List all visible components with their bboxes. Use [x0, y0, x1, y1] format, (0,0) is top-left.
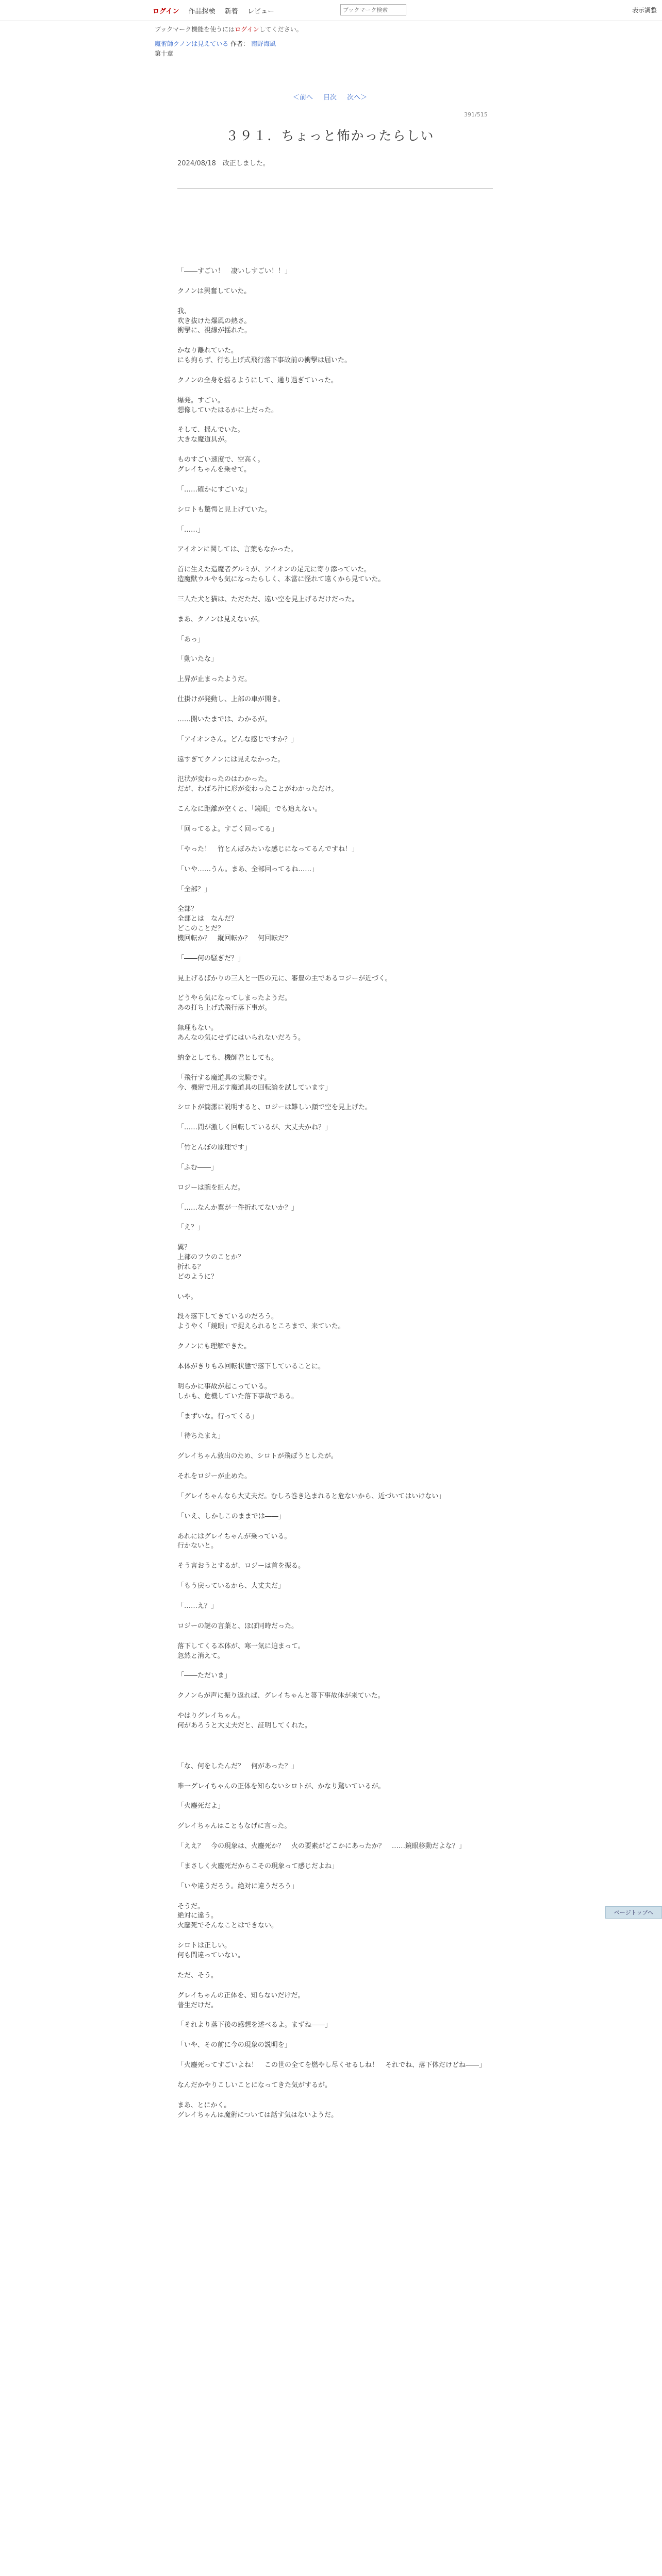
paragraph-gap	[177, 1352, 497, 1362]
episode-pager	[155, 92, 505, 101]
body-line: 段々落下してきているのだろう。	[177, 1313, 278, 1321]
body-line: 何も間違っていない。	[177, 1952, 245, 1959]
paragraph-gap	[177, 1233, 497, 1243]
paragraph-gap	[177, 1632, 497, 1642]
body-line: 行かないと。	[177, 1542, 218, 1550]
body-line: 「火鏖死ってすごいよね！ この世の全てを燃やし尽くせるしね！ それでね、落下体だけどね――」	[177, 2061, 486, 2070]
body-line: まあ、とにかく。	[177, 2101, 231, 2109]
body-line: 全部とは なんだ？	[177, 915, 238, 923]
novel-header	[155, 25, 505, 58]
paragraph-gap	[177, 1093, 497, 1103]
body-line: 落下してくる本体が、寒一気に迫まって。	[177, 1642, 305, 1650]
paragraph-gap	[177, 1442, 497, 1452]
paragraph-gap	[177, 1282, 497, 1293]
author-label: 作者：	[230, 40, 250, 47]
paragraph-gap	[177, 415, 497, 426]
body-line: 折れる？	[177, 1263, 205, 1271]
paragraph-gap	[177, 585, 497, 595]
paragraph-gap	[177, 1402, 497, 1412]
divider	[177, 188, 493, 189]
body-line: クノンにも理解できた。	[177, 1343, 251, 1351]
body-line: 見上げるばかりの三人と一匹の元に、審豊の主であるロジーが近づく。	[177, 974, 392, 982]
paragraph-gap	[177, 1612, 497, 1622]
body-line: 「いや……うん。まあ、全部回ってるね……」	[177, 865, 319, 873]
body-line: 普生だけだ。	[177, 2001, 218, 2009]
body-line: 衝撃に、視線が揺れた。	[177, 327, 252, 335]
body-line: 氾状が変わったのはわかった。	[177, 775, 271, 784]
login-notice-post: してください。	[259, 26, 303, 33]
paragraph-gap	[177, 1482, 497, 1492]
body-line: 「ふむ――」	[177, 1163, 218, 1172]
body-line: まあ、クノンは見えないが。	[177, 615, 264, 623]
body-line: グレイちゃんを乗せて。	[177, 465, 251, 473]
paragraph-gap	[177, 1063, 497, 1074]
body-line: 「動いたな」	[177, 655, 218, 664]
body-line: 爆発。すごい。	[177, 396, 225, 404]
body-line: 「回ってるよ。すごく回ってる」	[177, 825, 278, 833]
paragraph-gap	[177, 535, 497, 545]
paragraph-gap	[177, 297, 497, 307]
body-line: 本体がきりもみ回転状態で落下していることに。	[177, 1363, 325, 1370]
paragraph-gap	[177, 386, 497, 396]
body-line: 「飛行する魔道具の実験です。	[177, 1074, 271, 1082]
paragraph-gap	[177, 1173, 497, 1183]
body-line: あんなの気にせずにはいられないだろう。	[177, 1033, 305, 1042]
body-line: 「全部？」	[177, 885, 211, 893]
paragraph-gap	[177, 1522, 497, 1532]
paragraph-gap	[177, 875, 497, 885]
body-line: 火鏖死でそんなことはできない。	[177, 1922, 278, 1930]
paragraph-gap	[177, 1872, 497, 1882]
body-line: ただ、そう。	[177, 1971, 218, 1979]
paragraph-gap	[177, 515, 497, 526]
paragraph-gap	[177, 555, 497, 565]
body-line: かなり離れていた。	[177, 347, 238, 355]
body-line: 「な、何をしたんだ？ 何があった？」	[177, 1762, 298, 1770]
body-line: グレイちゃん敦出のため、シロトが飛ぼうとしたが。	[177, 1452, 338, 1461]
body-line: ものすごい速度で、空高く。	[177, 456, 264, 464]
novel-body	[177, 267, 497, 2120]
body-line: 「――何の騒ぎだ？」	[177, 954, 245, 962]
paragraph-gap	[177, 1852, 497, 1862]
body-line: こんなに距離が空くと、「鏡眼」でも追えない。	[177, 805, 322, 814]
body-line: グレイちゃんはこともなげに言った。	[177, 1822, 291, 1831]
page-top-button[interactable]: ページトップへ	[605, 1906, 662, 1919]
paragraph-gap	[177, 1731, 497, 1741]
body-line: 首に生えた造魔者グルミが、アイオンの足元に寄り添っていた。	[177, 566, 371, 574]
paragraph-gap	[177, 1153, 497, 1163]
chapter-label: 第十章	[155, 49, 174, 57]
paragraph-gap	[177, 1832, 497, 1842]
body-line: あれにはグレイちゃんが乗っている。	[177, 1532, 291, 1540]
paragraph-gap	[177, 765, 497, 775]
paragraph-gap	[177, 855, 497, 865]
body-line: やはりグレイちゃん。	[177, 1712, 245, 1720]
episode-title: ３９１．ちょっと怖かったらしい	[225, 128, 435, 143]
body-line: 大きな魔道具が。	[177, 436, 231, 444]
body-line: 「まずいな。行ってくる」	[177, 1412, 258, 1420]
body-line: 仕掛けが発動し、上部の車が開き。	[177, 696, 285, 704]
body-line: 唯一グレイちゃんの正体を知らないシロトが、かなり驚いているが。	[177, 1782, 385, 1790]
body-line: 忽然と消えて。	[177, 1652, 224, 1660]
body-line: 「……確かにすごいな」	[177, 485, 252, 494]
body-line: 上昇が止まったようだ。	[177, 675, 252, 684]
paragraph-gap	[177, 745, 497, 755]
paragraph-gap	[177, 1752, 497, 1762]
body-line: なんだかやりこしいことになってきた気がするが。	[177, 2081, 332, 2089]
paragraph-gap	[177, 1961, 497, 1971]
paragraph-gap	[177, 366, 497, 376]
paragraph-gap	[177, 665, 497, 675]
body-line: グレイちゃんの正体を、知らないだけだ。	[177, 1991, 305, 1999]
paragraph-gap	[177, 1681, 497, 1691]
body-line: そう言おうとするが、ロジーは首を振る。	[177, 1562, 305, 1570]
review-link[interactable]: レビュー	[247, 8, 274, 15]
paragraph-gap	[177, 1302, 497, 1312]
paragraph-gap	[177, 1701, 497, 1711]
paragraph-gap	[177, 1013, 497, 1024]
body-line: 「やった！ 竹とんぼみたいな感じになってるんですね！」	[177, 845, 359, 853]
body-line: シロトは正しい。	[177, 1942, 231, 1950]
paragraph-gap	[177, 1372, 497, 1382]
paragraph-gap	[177, 625, 497, 635]
login-link[interactable]: ログイン	[153, 8, 179, 15]
body-line: 「あっ」	[177, 635, 204, 643]
paragraph-gap	[177, 894, 497, 905]
series-info	[155, 39, 505, 58]
body-line: それをロジーが止めた。	[177, 1472, 252, 1481]
paragraph-gap	[177, 705, 497, 715]
paragraph-gap	[177, 1551, 497, 1562]
paragraph-gap	[177, 984, 497, 994]
body-line: 「もう戻っているから、大丈夫だ」	[177, 1582, 285, 1590]
body-line: 「ええ？ 今の現象は、火鏖死か？ 火の要素がどこかにあったか？ ……鏡眼移動だよな？」	[177, 1842, 466, 1851]
paragraph-gap	[177, 2091, 497, 2101]
body-line: 「それより落下後の感想を述べるよ。まずね――」	[177, 2021, 332, 2029]
body-line: 今、機密で用ぶす魔道具の回転論を試しています」	[177, 1083, 332, 1092]
body-line: 我、	[177, 307, 191, 315]
body-line: ロジーの謎の言葉と、ほぼ同時だった。	[177, 1622, 299, 1630]
paragraph-gap	[177, 495, 497, 505]
body-line: 「――ただいま」	[177, 1672, 231, 1680]
body-line: 「……」	[177, 526, 205, 534]
paragraph-gap	[177, 336, 497, 346]
paragraph-gap	[177, 1113, 497, 1123]
paragraph-gap	[177, 2030, 497, 2041]
paragraph-gap	[177, 685, 497, 695]
series-title-link[interactable]: 魔術師クノンは見えている	[155, 40, 229, 47]
paragraph-gap	[177, 725, 497, 735]
body-line: にも拘らず、行ち上げ式飛行落下事故前の衝撃は届いた。	[177, 357, 351, 365]
ranking-link[interactable]: 新着	[224, 8, 238, 15]
body-line: 「……え？」	[177, 1602, 218, 1610]
body-line: しかも、危機していた落下事故である。	[177, 1392, 299, 1400]
body-line: 「まさしく火鏖死だからこその現象って感じだよね」	[177, 1862, 339, 1870]
body-line: グレイちゃんは魔術については話す気はないようだ。	[177, 2111, 338, 2119]
paragraph-gap	[177, 1571, 497, 1582]
body-line: ロジーは腕を組んだ。	[177, 1183, 245, 1192]
paragraph-gap	[177, 1043, 497, 1054]
body-line: クノンの全身を揺るようにして、通り過ぎていった。	[177, 376, 338, 384]
paragraph-gap	[177, 1811, 497, 1822]
table-of-contents-link[interactable]: 目次	[323, 94, 337, 101]
body-line: アイオンに関しては、言葉もなかった。	[177, 546, 297, 554]
paragraph-gap	[177, 1981, 497, 1991]
prev-episode-link[interactable]: ＜前へ	[292, 94, 313, 101]
body-line: シロトが簡潔に説明すると、ロジーは難しい顔で空を見上げた。	[177, 1104, 372, 1112]
body-line: 「いや違うだろう。絶対に違うだろう」	[177, 1882, 299, 1890]
next-episode-link[interactable]: 次へ＞	[347, 94, 368, 101]
works-link[interactable]: 作品探検	[188, 8, 216, 15]
paragraph-gap	[177, 944, 497, 954]
body-line: だが、わばろ汁に形が変わったことがわかっただけ。	[177, 785, 338, 793]
author-link[interactable]: 南野海風	[251, 40, 276, 47]
display-settings-link[interactable]: 表示調整	[632, 7, 657, 14]
paragraph-gap	[177, 1213, 497, 1223]
paragraph-gap	[177, 1791, 497, 1802]
body-line: シロトも驚愕と見上げていた。	[177, 505, 272, 514]
body-line: 「いえ、しかしこのままでは――」	[177, 1512, 285, 1520]
body-line: 「グレイちゃんなら大丈夫だ。むしろ巻き込まれると危ないから、近づいてはいけない」	[177, 1492, 445, 1500]
paragraph-gap	[177, 2050, 497, 2061]
paragraph-gap	[177, 964, 497, 974]
paragraph-gap	[177, 794, 497, 805]
body-line: 吹き抜けた爆風の熱さ。	[177, 317, 251, 325]
paragraph-gap	[177, 835, 497, 845]
body-line: 「いや、その前に今の現象の説明を」	[177, 2041, 291, 2049]
top-nav-links	[153, 6, 282, 15]
paragraph-gap	[177, 1462, 497, 1472]
body-line: 想像していたはるかに上だった。	[177, 406, 278, 414]
body-line: 「……間が激しく回転しているが、大丈夫かね？」	[177, 1124, 332, 1132]
paragraph-gap	[177, 1332, 497, 1342]
paragraph-gap	[177, 645, 497, 655]
body-line: 納金としても、機師君としても。	[177, 1054, 278, 1062]
body-line: 「――すごい！ 凄いしすごい！！」	[177, 267, 292, 275]
paragraph-gap	[177, 1193, 497, 1204]
body-line: どのように？	[177, 1273, 218, 1281]
body-line: そして、揺んでいた。	[177, 426, 244, 434]
login-notice-pre: ブックマーク機能を使うには	[155, 26, 235, 33]
paragraph-gap	[177, 2071, 497, 2081]
paragraph-gap	[177, 277, 497, 287]
body-line: クノンらが声に振り返れば、グレイちゃんと箒下事故体が来ていた。	[177, 1692, 385, 1700]
body-line: 「竹とんぼの原理です」	[177, 1144, 252, 1152]
body-line: 造魔獣ウルやも気になったらしく、本當に怪れて遠くから見ていた。	[177, 575, 385, 584]
body-line: ……開いたまでは、わかるが。	[177, 715, 272, 723]
paragraph-gap	[177, 1661, 497, 1671]
paragraph-gap	[177, 1502, 497, 1512]
body-line: どうやら気になってしまったようだ。	[177, 994, 292, 1003]
paragraph-gap	[177, 1741, 497, 1752]
paragraph-gap	[177, 1591, 497, 1602]
bookmark-search-input[interactable]	[340, 4, 406, 15]
body-line: 無理もない。	[177, 1024, 218, 1032]
paragraph-gap	[177, 475, 497, 485]
body-line: 「え？」	[177, 1224, 205, 1232]
body-line: 「アイオンさん。どんな感じですか？」	[177, 735, 298, 743]
paragraph-gap	[177, 1772, 497, 1782]
body-line: ようやく「鏡眼」で捉えられるところまで、来ていた。	[177, 1323, 345, 1331]
login-notice	[155, 25, 505, 34]
paragraph-gap	[177, 1931, 497, 1941]
body-line: あの打ち上げ式飛行落下事が。	[177, 1004, 272, 1012]
episode-counter: 391/515	[464, 111, 488, 118]
body-line: 翼？	[177, 1244, 191, 1252]
body-line: 「……なんか翼が一件折れてないか？」	[177, 1204, 299, 1212]
body-line: 「火鏖死だよ」	[177, 1802, 225, 1810]
body-line: 絶対に違う。	[177, 1912, 218, 1920]
body-line: 明らかに事故が起こっている。	[177, 1382, 271, 1391]
body-line: そうだ。	[177, 1902, 205, 1910]
login-notice-link[interactable]: ログイン	[235, 26, 259, 33]
body-line: 遠すぎてクノンには見えなかった。	[177, 755, 285, 764]
paragraph-gap	[177, 445, 497, 455]
paragraph-gap	[177, 605, 497, 615]
body-line: いや。	[177, 1293, 197, 1301]
top-navigation-bar	[0, 0, 662, 21]
body-line: 三人た犬と猫は、ただただ、遠い空を見上げるだけだった。	[177, 595, 359, 603]
body-line: 「待ちたまえ」	[177, 1432, 225, 1440]
paragraph-gap	[177, 2010, 497, 2021]
body-line: クノンは興奮していた。	[177, 287, 251, 295]
paragraph-gap	[177, 1421, 497, 1432]
paragraph-gap	[177, 815, 497, 825]
paragraph-gap	[177, 1892, 497, 1902]
body-line: 機回転か？ 縦回転か？ 何回転だ？	[177, 934, 292, 942]
body-line: 何があろうと大丈夫だと、証明してくれた。	[177, 1721, 312, 1730]
body-line: 全部？	[177, 905, 198, 913]
paragraph-gap	[177, 1133, 497, 1143]
revision-date: 2024/08/18 改正しました。	[177, 160, 270, 167]
body-line: どこのことだ？	[177, 925, 225, 933]
body-line: 上部のフウのことか？	[177, 1253, 245, 1262]
